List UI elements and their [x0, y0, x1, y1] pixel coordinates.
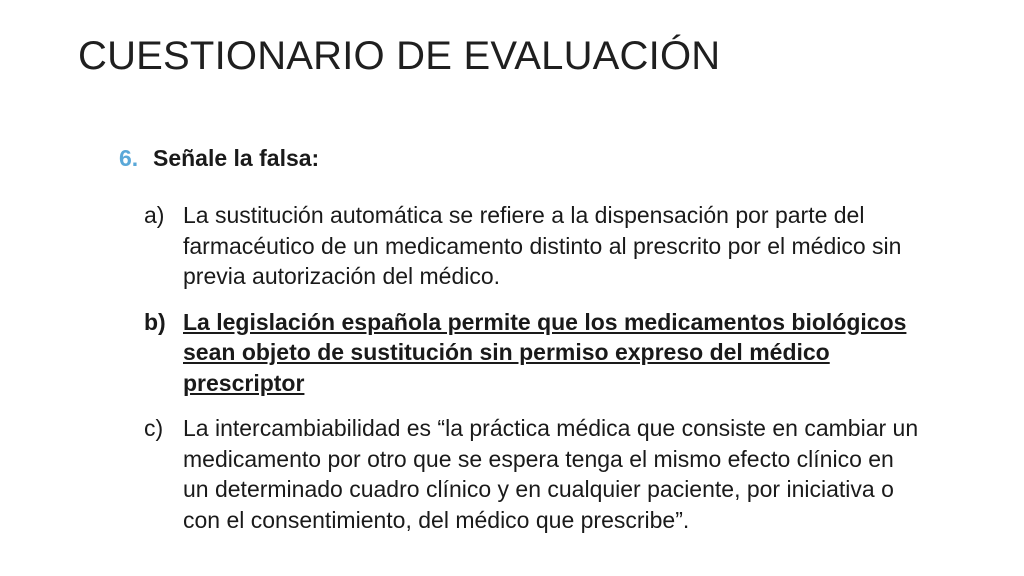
- option-c-text: La intercambiabilidad es “la práctica médica que consiste en cambiar un medicamento por otro que se espera tenga el mismo efecto clínico en un determinado cuadro clínico y en cualquier paciente, por iniciativa o con el consentimiento, del médico que prescribe”.: [183, 415, 919, 533]
- option-b-text: La legislación española permite que los medicamentos biológicos sean objeto de sustitución sin permiso expreso del médico prescriptor: [183, 308, 907, 396]
- question-prompt: Señale la falsa:: [153, 145, 320, 171]
- option-a-text: La sustitución automática se refiere a la dispensación por parte del farmacéutico de un medicamento distinto al prescrito por el médico sin previa autorización del médico.: [183, 202, 902, 289]
- option-b: [144, 307, 924, 399]
- option-a-letter: a): [144, 202, 165, 228]
- option-c-letter: c): [144, 415, 164, 441]
- question-heading: [119, 145, 319, 172]
- answer-options-list: [144, 200, 924, 550]
- option-c: [144, 413, 924, 535]
- question-number: 6.: [119, 145, 139, 171]
- slide-title: CUESTIONARIO DE EVALUACIÓN: [78, 34, 721, 78]
- option-b-letter: b): [144, 308, 166, 335]
- option-a: [144, 200, 924, 292]
